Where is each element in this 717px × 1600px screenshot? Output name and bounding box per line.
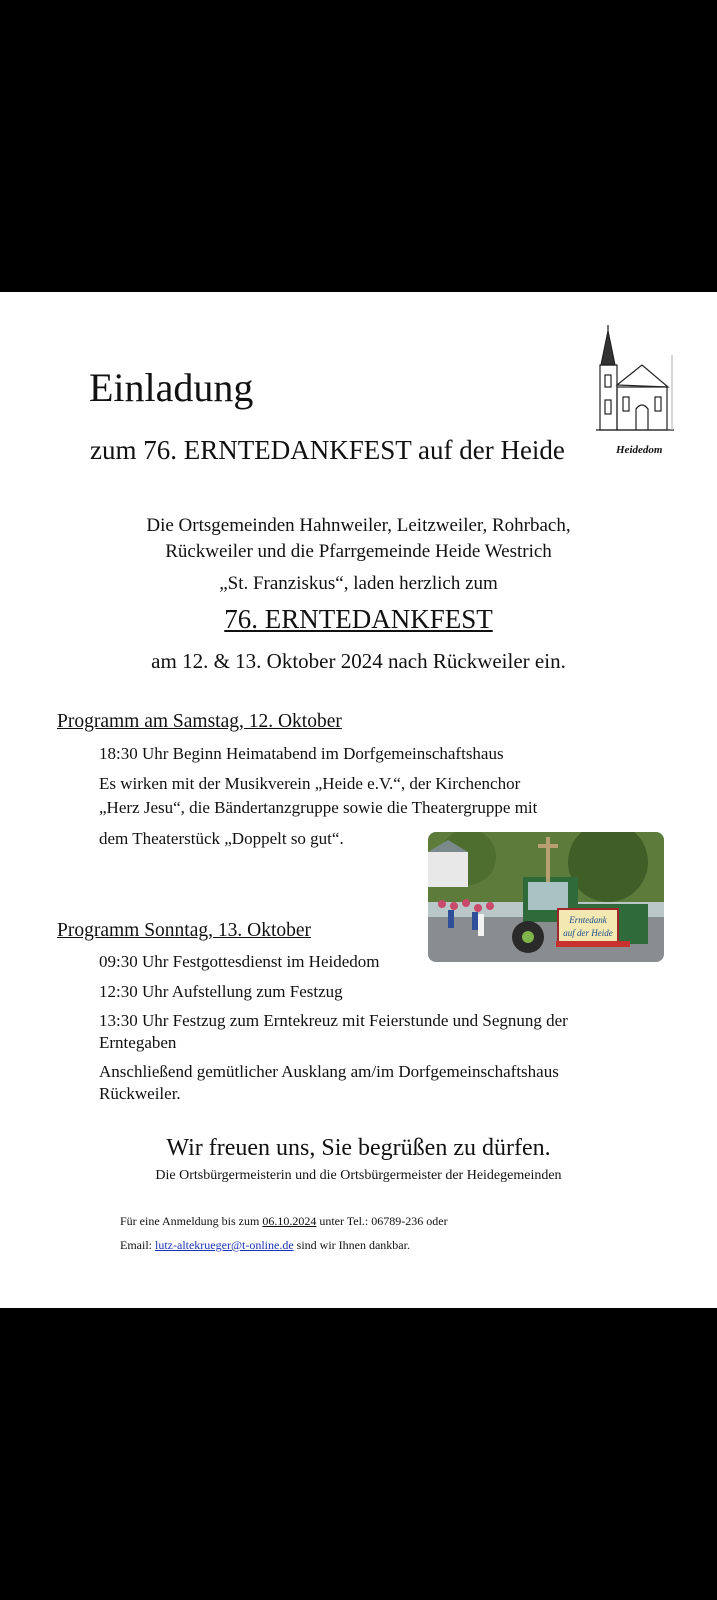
photo-sign-line-1: Erntedank (569, 915, 607, 925)
saturday-item: dem Theaterstück „Doppelt so gut“. (99, 829, 344, 848)
registration-text: sind wir Ihnen dankbar. (293, 1238, 410, 1252)
sunday-heading: Programm Sonntag, 13. Oktober (57, 920, 312, 941)
sunday-item: 12:30 Uhr Aufstellung zum Festzug (99, 982, 343, 1001)
registration-deadline: 06.10.2024 (262, 1214, 317, 1228)
email-label: Email: (120, 1238, 155, 1252)
intro-line-2: Rückweiler und die Pfarrgemeinde Heide Westrich (165, 541, 552, 562)
parade-photo (428, 832, 664, 962)
closing-thanks: Wir freuen uns, Sie begrüßen zu dürfen. (166, 1135, 551, 1161)
intro-line-3: „St. Franziskus“, laden herzlich zum (219, 573, 498, 594)
sunday-item: 13:30 Uhr Festzug zum Erntekreuz mit Feierstunde und Segnung der (99, 1011, 568, 1030)
page-title: Einladung (89, 365, 254, 410)
saturday-heading: Programm am Samstag, 12. Oktober (57, 711, 342, 732)
event-dates: am 12. & 13. Oktober 2024 nach Rückweiler ein. (151, 649, 566, 673)
registration-text: Für eine Anmeldung bis zum (120, 1214, 263, 1228)
church-label: Heidedom (616, 444, 663, 456)
registration-line-1 (120, 1214, 448, 1229)
page-subtitle: zum 76. ERNTEDANKFEST auf der Heide (90, 435, 565, 465)
sunday-item: Rückweiler. (99, 1084, 181, 1103)
sunday-item: Erntegaben (99, 1033, 177, 1052)
invitation-flyer (0, 292, 717, 1308)
sunday-item: 09:30 Uhr Festgottesdienst im Heidedom (99, 952, 380, 971)
sunday-item: Anschließend gemütlicher Ausklang am/im Dorfgemeinschaftshaus (99, 1062, 559, 1081)
closing-signature: Die Ortsbürgermeisterin und die Ortsbürgermeister der Heidegemeinden (155, 1168, 562, 1183)
registration-text: unter Tel.: 06789-236 oder (316, 1214, 448, 1228)
saturday-item: „Herz Jesu“, die Bändertanzgruppe sowie die Theatergruppe mit (99, 798, 538, 817)
church-drawing (596, 325, 674, 445)
saturday-item: 18:30 Uhr Beginn Heimatabend im Dorfgemeinschaftshaus (99, 744, 504, 763)
photo-sign-line-2: auf der Heide (563, 928, 613, 938)
event-name: 76. ERNTEDANKFEST (224, 604, 493, 634)
intro-line-1: Die Ortsgemeinden Hahnweiler, Leitzweiler, Rohrbach, (146, 515, 571, 536)
saturday-item: Es wirken mit der Musikverein „Heide e.V.“, der Kirchenchor (99, 774, 521, 793)
email-link[interactable]: lutz-altekrueger@t-online.de (155, 1238, 294, 1252)
registration-line-2 (120, 1238, 410, 1253)
